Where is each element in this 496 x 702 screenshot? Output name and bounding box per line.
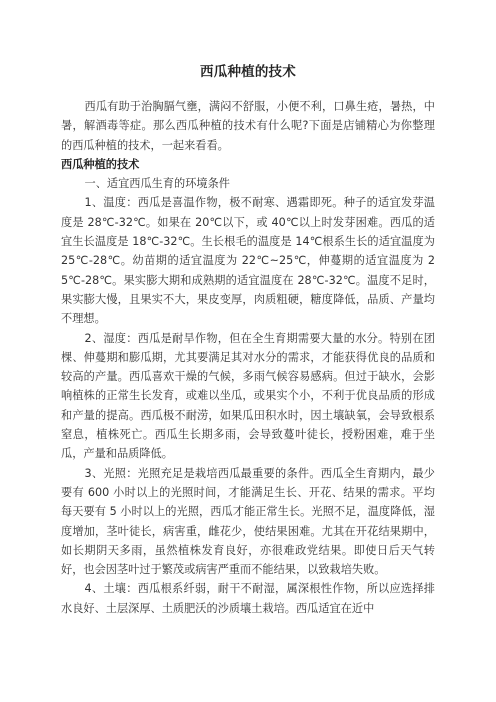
paragraph-light: 3、光照：光照充足是栽培西瓜最重要的条件。西瓜全生育期内，最少要有 600 小时以上的光照时间，才能满足生长、开花、结果的需求。平均每天要有 5 小时以上的光照，西瓜才能正常生长。光照不足，温度降低，湿度增加，茎叶徒长，病害重，雌花少，使结果困难。尤其在开花结果期中，如长期阴天多雨，虽然植株发育良好，亦很难政党结果。即使日后天气转好，也会因茎叶过于繁茂或病害严重而不能结果，以致栽培失败。 [61, 466, 435, 577]
paragraph-temperature: 1、温度：西瓜是喜温作物，极不耐寒、遇霜即死。种子的适宜发芽温度是 28℃-32℃。如果在 20℃以下，或 40℃以上时发芽困难。西瓜的适宜生长温度是 18℃-32℃。生长根毛的温度是 14℃根系生长的适宜温度为 25℃-28℃。幼苗期的适宜温度为 22℃~25℃，伸蔓期的适宜温度为 25℃-28℃。果实膨大期和成熟期的适宜温度在 28℃-32℃。温度不足时，果实膨大慢，且果实不大，果皮变厚，肉质粗硬，糖度降低，品质、产量均不理想。 [61, 196, 435, 326]
document-title: 西瓜种植的技术 [200, 64, 296, 80]
subheading-environment: 一、适宜西瓜生育的环境条件 [84, 177, 230, 191]
intro-paragraph: 西瓜有助于治胸膈气壅，满闷不舒服，小便不利，口鼻生疮，暑热，中暑，解酒毒等症。那么西瓜种植的技术有什么呢?下面是店铺精心为你整理的西瓜种植的技术，一起来看看。 [61, 100, 435, 152]
section-heading: 西瓜种植的技术 [61, 157, 140, 171]
paragraph-soil: 4、土壤：西瓜根系纤弱，耐干不耐湿，属深根性作物，所以应选择排水良好、土层深厚、土质肥沃的沙质壤土栽培。西瓜适宜在近中 [61, 582, 435, 615]
paragraph-humidity: 2、湿度：西瓜是耐旱作物，但在全生育期需要大量的水分。特别在团棵、伸蔓期和膨瓜期，尤其要满足其对水分的需求，才能获得优良的品质和较高的产量。西瓜喜欢干燥的气候，多雨气候容易感病。但过于缺水，会影响植株的正常生长发育，或难以坐瓜，或果实个小，不利于优良品质的形成和产量的提高。西瓜极不耐涝，如果瓜田积水时，因土壤缺氧，会导致根系窒息，植株死亡。西瓜生长期多雨，会导致蔓叶徒长，授粉困难，难于坐瓜，产量和品质降低。 [61, 331, 435, 461]
